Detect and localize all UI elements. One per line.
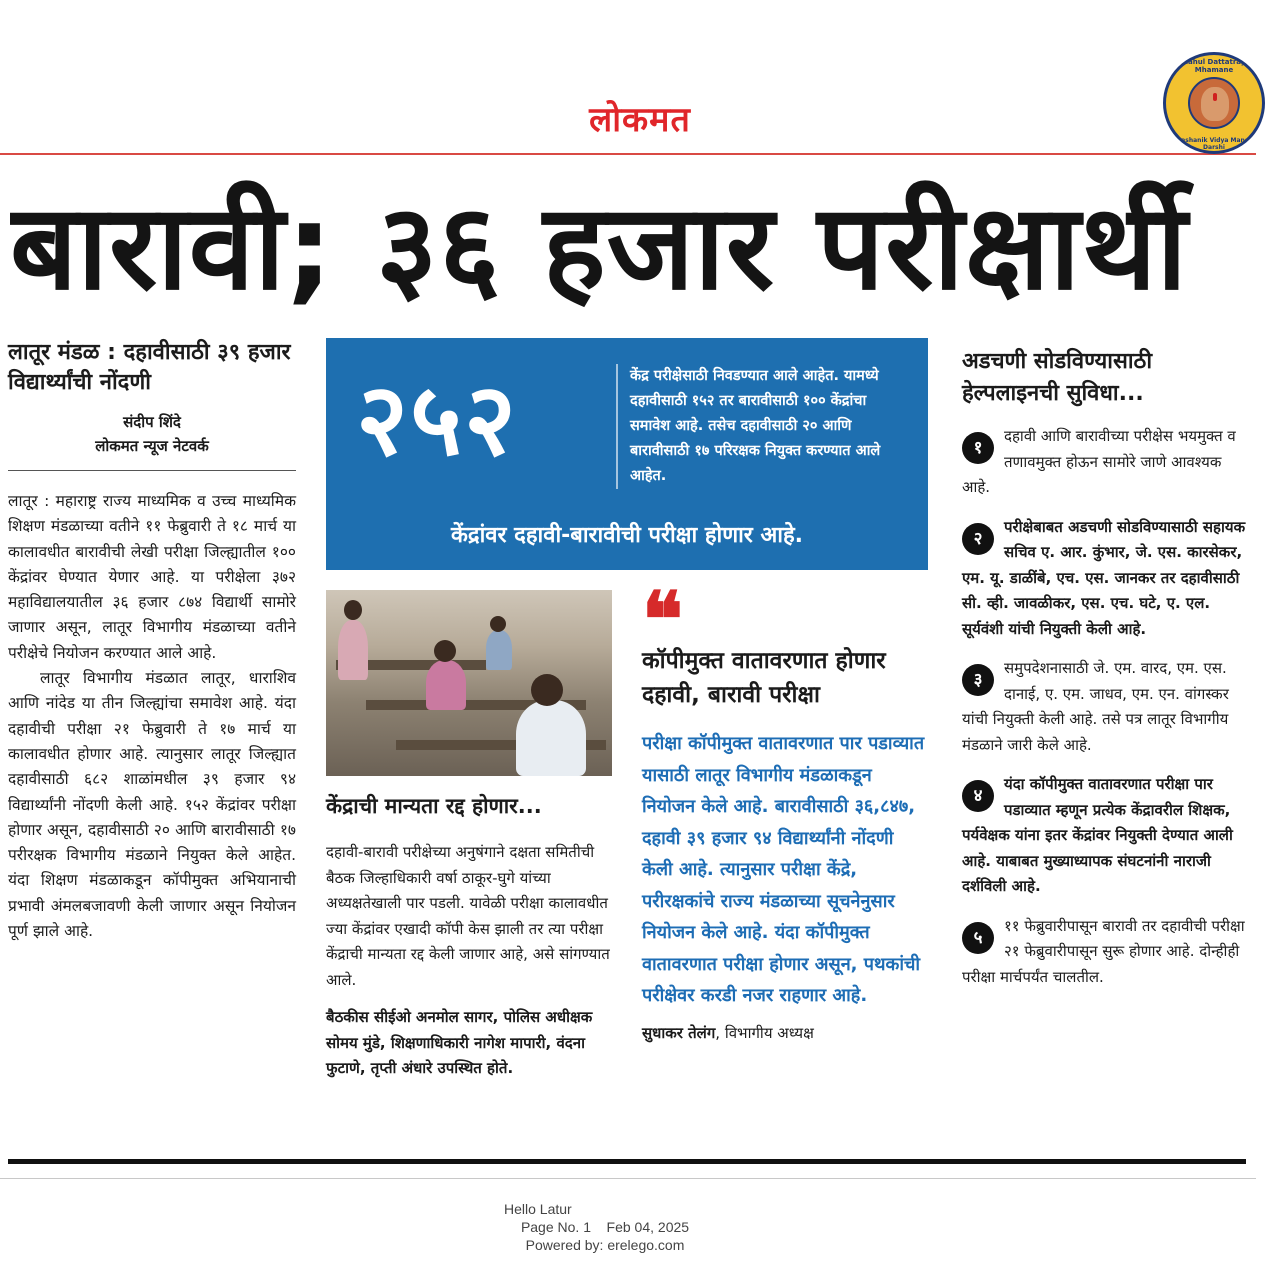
photo-person [516,700,586,776]
highlight-side-text: केंद्र परीक्षेसाठी निवडण्यात आले आहेत. यामध्ये दहावीसाठी १५२ तर बारावीसाठी १०० केंद्रांचा समावेश आहे. तसेच दहावीसाठी २० आणि बारावीसाठी १७ परिरक्षक नियुक्त करण्यात आले आहेत. [616,364,906,489]
quote-mark-icon: ❝ [642,575,683,664]
highlight-bottom-text: केंद्रांवर दहावी-बारावीची परीक्षा होणार आहे. [451,523,803,548]
footer-rule [0,1178,1256,1179]
footer-page-date: Page No. 1 Feb 04, 2025 [520,1219,690,1235]
photo-head [434,640,456,662]
list-item [962,772,1246,900]
page-headline: बारावी; ३६ हजार परीक्षार्थी [10,178,1189,316]
masthead-rule [0,153,1256,155]
newspaper-logo: लोकमत [589,100,691,140]
photo-person [338,620,368,680]
photo-head [344,600,362,620]
footer-publisher: Hello Latur [504,1201,572,1217]
footer-powered-by: Powered by: erelego.com [525,1237,685,1253]
portrait-tilak [1213,93,1217,101]
quote-text: परीक्षा कॉपीमुक्त वातावरणात पार पडाव्यात यासाठी लातूर विभागीय मंडळाकडून नियोजन केले आहे. बारावीसाठी ३६,८४७, दहावी ३९ हजार ९४ विद्यार्थ्यांनी नोंदणी केली आहे. त्यानुसार परीक्षा केंद्रे, परीरक्षकांचे राज्य मंडळाच्या सूचनेनुसार नियोजन केले आहे. यंदा कॉपीमुक्त वातावरणात परीक्षा होणार असून, पथकांची परीक्षेवर करडी नजर राहणार आहे. [642,733,925,1006]
quote-story [642,575,930,1046]
number-circle-icon: ५ [962,922,994,954]
highlight-box [326,338,928,570]
list-item [962,424,1246,501]
number-circle-icon: १ [962,432,994,464]
middle-story-body: दहावी-बारावी परीक्षेच्या अनुषंगाने दक्षता समितीची बैठक जिल्हाधिकारी वर्षा ठाकूर-घुगे यांच्या अध्यक्षतेखाली पार पडली. यावेळी परीक्षा कालावधीत ज्या केंद्रांवर एखादी कॉपी केस झाली तर त्या परीक्षा केंद्राची मान्यता रद्द केली जाणार आहे, असे सांगण्यात आले. [326,843,610,989]
list-item [962,914,1246,991]
left-story [8,338,296,944]
left-story-para-2: लातूर विभागीय मंडळात लातूर, धाराशिव आणि नांदेड या तीन जिल्ह्यांचा समावेश आहे. यंदा दहावीची परीक्षा २१ फेब्रुवारी ते १७ मार्च या कालावधीत होणार आहे. त्यानुसार लातूर जिल्ह्यात दहावीसाठी ६८२ शाळांमधील ३९ हजार ९४ विद्यार्थ्यांनी नोंदणी केली आहे. १५२ केंद्रांवर परीक्षा होणार असून, दहावीसाठी २० आणि बारावीसाठी १७ परीरक्षक विभागीय मंडळाने नियुक्त केले आहेत. यंदा शिक्षण मंडळाकडून कॉपीमुक्त अभियानाची प्रभावी अंमलबजावणी केली जाणार असून नियोजन पूर्ण झाले आहे. [8,669,296,941]
list-item-text: ११ फेब्रुवारीपासून बारावी तर दहावीची परीक्षा २१ फेब्रुवारीपासून सुरू होणार आहे. दोन्हीही परीक्षा मार्चपर्यंत चालतील. [962,916,1245,986]
list-item [962,515,1246,643]
quote-signature-role: , विभागीय अध्यक्ष [715,1023,814,1042]
badge-portrait [1188,77,1240,129]
list-item [962,656,1246,758]
quote-signature [642,1020,930,1046]
middle-story [326,790,612,1082]
page-footer [440,1200,770,1254]
number-circle-icon: ४ [962,780,994,812]
list-item-text: यंदा कॉपीमुक्त वातावरणात परीक्षा पार पडाव्यात म्हणून प्रत्येक केंद्रावरील शिक्षक, पर्यवेक्षक यांना इतर केंद्रांवर नियुक्ती देण्यात आली आहे. याबाबत मुख्याध्यापक संघटनांनी नाराजी दर्शविली आहे. [962,775,1233,895]
quote-signature-name: सुधाकर तेलंग [642,1023,716,1042]
photo-head [531,674,563,706]
right-story [962,346,1246,1004]
middle-story-heading: केंद्राची मान्यता रद्द होणार... [326,794,542,818]
right-story-heading: अडचणी सोडविण्यासाठी हेल्पलाइनची सुविधा... [962,349,1153,406]
badge-text-bottom: Prashanik Vidya Mandir Darshi [1173,137,1255,151]
byline [8,410,296,458]
photo-person [486,630,512,670]
left-story-subheadline: लातूर मंडळ : दहावीसाठी ३९ हजार विद्यार्थ्यांची नोंदणी [8,340,291,395]
badge-text-top: Rahul Dattatray Mhamane [1182,58,1246,74]
profile-badge-icon [1163,52,1265,154]
left-story-body [8,489,296,944]
middle-story-attendees: बैठकीस सीईओ अनमोल सागर, पोलिस अधीक्षक सोमय मुंडे, शिक्षणाधिकारी नागेश मापारी, वंदना फुटाणे, तृप्ती अंधारे उपस्थित होते. [326,1008,593,1077]
quote-story-heading: कॉपीमुक्त वातावरणात होणार दहावी, बारावी परीक्षा [642,648,886,708]
list-item-text: दहावी आणि बारावीच्या परीक्षेस भयमुक्त व तणावमुक्त होऊन सामोरे जाणे आवश्यक आहे. [962,427,1236,496]
exam-hall-photo [326,590,612,776]
photo-head [490,616,506,632]
page-bottom-rule [8,1159,1246,1164]
highlight-number: २५२ [356,361,518,478]
list-item-text: परीक्षेबाबत अडचणी सोडविण्यासाठी सहायक सचिव ए. आर. कुंभार, जे. एस. कारसेकर, एम. यू. डाळींबे, एच. एस. जानकर तर दहावीसाठी सी. व्ही. जावळीकर, एस. एच. घटे, ए. एल. सूर्यवंशी यांची नियुक्ती केली आहे. [962,517,1246,638]
number-circle-icon: ३ [962,664,994,696]
number-circle-icon: २ [962,523,994,555]
byline-network: लोकमत न्यूज नेटवर्क [95,437,209,455]
photo-person [426,660,466,710]
list-item-text: समुपदेशनासाठी जे. एम. वारद, एम. एस. दानाई, ए. एम. जाधव, एम. एन. वांगस्कर यांची नियुक्ती केली आहे. तसे पत्र लातूर विभागीय मंडळाने जारी केले आहे. [962,659,1229,754]
left-story-para-1: लातूर : महाराष्ट्र राज्य माध्यमिक व उच्च माध्यमिक शिक्षण मंडळाच्या वतीने ११ फेब्रुवारी ते १८ मार्च या कालावधीत बारावीची लेखी परीक्षा जिल्ह्यातील १०० केंद्रांवर घेण्यात येणार आहे. या परीक्षेला ३७२ महाविद्यालयातील ३६ हजार ८७४ विद्यार्थी सामोरे जाणार असून, लातूर विभागीय मंडळाच्या वतीने परीक्षेचे नियोजन करण्यात आले आहे. [8,492,296,662]
byline-rule [8,470,296,471]
masthead [0,95,1280,145]
byline-author: संदीप शिंदे [123,413,181,431]
